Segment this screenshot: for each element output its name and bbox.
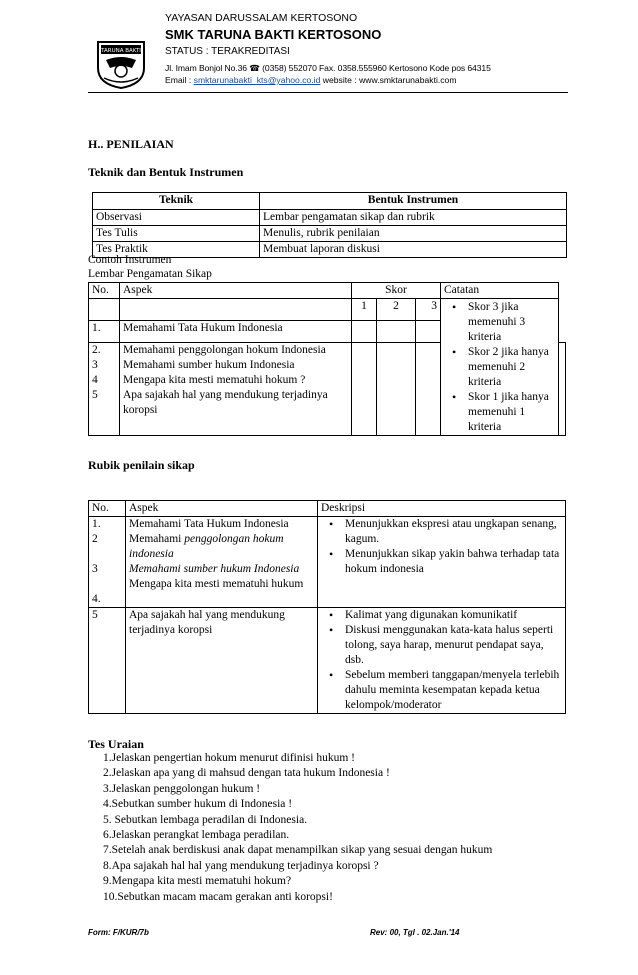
- cell-teknik: Tes Tulis: [93, 226, 260, 242]
- header-aspek: Aspek: [126, 501, 318, 517]
- website-text: website : www.smktarunabakti.com: [320, 75, 457, 85]
- header-bentuk: Bentuk Instrumen: [260, 193, 567, 210]
- skor-col-1: 1: [352, 299, 377, 321]
- sikap-table: [88, 282, 566, 436]
- cell-teknik: Tes Praktik: [93, 242, 260, 258]
- cell-bentuk: Lembar pengamatan sikap dan rubrik: [260, 210, 567, 226]
- row-no: 4: [92, 374, 98, 386]
- row-no: 5: [92, 389, 98, 401]
- catatan-cell: [441, 299, 559, 436]
- school-address: Jl. Imam Bonjol No.36 ☎ (0358) 552070 Fax. 0358.555960 Kertosono Kode pos 64315: [165, 63, 491, 73]
- accreditation-status: STATUS : TERAKREDITASI: [165, 46, 290, 57]
- cell-no-list: [89, 343, 120, 436]
- list-item: • Skor 2 jika hanya memenuhi 2 kriteria: [458, 345, 555, 390]
- cell-no: 1.: [89, 321, 120, 343]
- row-no: 3: [92, 359, 98, 371]
- header-teknik: Teknik: [93, 193, 260, 210]
- list-item: 4.Sebutkan sumber hukum di Indonesia !: [103, 798, 293, 811]
- table-header-row: [93, 193, 567, 210]
- skor-subheader-row: [89, 299, 566, 321]
- email-link[interactable]: smktarunabakti_kts@yahoo.co.id: [193, 75, 321, 85]
- contoh-label: Contoh Instrumen: [88, 254, 172, 266]
- section-title: H.. PENILAIAN: [88, 137, 174, 151]
- school-name: SMK TARUNA BAKTI KERTOSONO: [165, 27, 382, 42]
- row-aspek: Mengapa kita mesti mematuhi hokum ?: [123, 374, 306, 386]
- row-no: 4.: [92, 593, 101, 605]
- teknik-table: [92, 192, 567, 258]
- cell-no: 5: [89, 608, 126, 714]
- row-aspek: Memahami penggolongan hokum indonesia: [129, 533, 284, 560]
- list-item: 10.Sebutkan macam macam gerakan anti koropsi!: [103, 890, 333, 903]
- list-item: 1.Jelaskan pengertian hokum menurut difinisi hukum !: [103, 752, 355, 764]
- list-item: • Kalimat yang digunakan komunikatif: [335, 608, 562, 623]
- school-logo: [92, 38, 150, 90]
- deskripsi-list: [321, 608, 562, 713]
- row-no: 1.: [92, 518, 101, 530]
- header-skor: Skor: [352, 283, 441, 299]
- cell-bentuk: Membuat laporan diskusi: [260, 242, 567, 258]
- row-aspek: Memahami Tata Hukum Indonesia: [129, 518, 289, 530]
- foundation-name: YAYASAN DARUSSALAM KERTOSONO: [165, 12, 358, 24]
- list-item: • Skor 3 jika memenuhi 3 kriteria: [458, 300, 555, 345]
- list-item: 6.Jelaskan perangkat lembaga peradilan.: [103, 829, 290, 842]
- subsection-title: Teknik dan Bentuk Instrumen: [88, 165, 244, 179]
- list-item: • Skor 1 jika hanya memenuhi 1 kriteria: [458, 390, 555, 435]
- table-row: [93, 210, 567, 226]
- header-divider: [88, 92, 568, 93]
- cell-teknik: Observasi: [93, 210, 260, 226]
- deskripsi-list: [321, 517, 562, 577]
- skor-col-3: 3: [416, 299, 441, 321]
- row-aspek: Memahami sumber hukum Indonesia: [129, 563, 300, 575]
- revision-info: Rev: 00, Tgl . 02.Jan.'14: [370, 928, 460, 937]
- row-aspek: Memahami penggolongan hokum Indonesia: [123, 344, 326, 356]
- cell-no-list: [89, 517, 126, 608]
- cell-aspek-list: [120, 343, 352, 436]
- table-row: [93, 226, 567, 242]
- email-label: Email :: [165, 75, 194, 85]
- header-aspek: Aspek: [120, 283, 352, 299]
- row-no: 2: [92, 533, 98, 545]
- rubik-table: [88, 500, 566, 714]
- cell-deskripsi: [318, 517, 566, 608]
- cell-deskripsi: [318, 608, 566, 714]
- lembar-label: Lembar Pengamatan Sikap: [88, 268, 212, 280]
- row-aspek: Apa sajakah hal yang mendukung terjadinya koropsi: [123, 389, 328, 416]
- row-no: 3: [92, 563, 98, 575]
- row-aspek: Memahami sumber hukum Indonesia: [123, 359, 295, 371]
- cell-aspek: Memahami Tata Hukum Indonesia: [120, 321, 352, 343]
- contact-line: [165, 75, 457, 85]
- row-aspek: Mengapa kita mesti mematuhi hukum: [129, 578, 304, 590]
- uraian-title: Tes Uraian: [88, 737, 144, 751]
- row-no: 2.: [92, 344, 101, 356]
- list-item: 2.Jelaskan apa yang di mahsud dengan tata hukum Indonesia !: [103, 767, 390, 780]
- cell-aspek: Apa sajakah hal yang mendukung terjadinya koropsi: [126, 608, 318, 714]
- header-deskripsi: Deskripsi: [318, 501, 566, 517]
- rubik-title: Rubik penilain sikap: [88, 458, 195, 472]
- list-item: 7.Setelah anak berdiskusi anak dapat menampilkan sikap yang sesuai dengan hukum: [103, 844, 493, 857]
- list-item: 5. Sebutkan lembaga peradilan di Indonesia.: [103, 813, 308, 826]
- list-item: • Sebelum memberi tanggapan/menyela terlebih dahulu meminta kesempatan kepada ketua kelompok/moderator: [335, 668, 562, 713]
- list-item: 3.Jelaskan penggolongan hukum !: [103, 782, 261, 795]
- table-header-row: [89, 501, 566, 517]
- catatan-list: [444, 300, 555, 435]
- list-item: 8.Apa sajakah hal hal yang mendukung terjadinya koropsi ?: [103, 859, 379, 872]
- cell-bentuk: Menulis, rubrik penilaian: [260, 226, 567, 242]
- header-no: No.: [89, 501, 126, 517]
- list-item: • Diskusi menggunakan kata-kata halus seperti tolong, saya harap, menurut pendapat saya, dsb.: [335, 623, 562, 668]
- list-item: 9.Mengapa kita mesti mematuhi hokum?: [103, 875, 292, 888]
- header-no: No.: [89, 283, 120, 299]
- list-item: • Menunjukkan ekspresi atau ungkapan senang, kagum.: [335, 517, 562, 547]
- table-row: [89, 517, 566, 608]
- uraian-list: [103, 751, 492, 905]
- logo-text: TARUNA BAKTI: [101, 48, 141, 54]
- skor-col-2: 2: [377, 299, 416, 321]
- header-catatan: Catatan: [441, 283, 559, 299]
- list-item: • Menunjukkan sikap yakin bahwa terhadap tata hokum indonesia: [335, 547, 562, 577]
- table-header-row: [89, 283, 566, 299]
- table-row: [89, 608, 566, 714]
- form-code: Form: F/KUR/7b: [88, 928, 149, 937]
- cell-aspek-list: [126, 517, 318, 608]
